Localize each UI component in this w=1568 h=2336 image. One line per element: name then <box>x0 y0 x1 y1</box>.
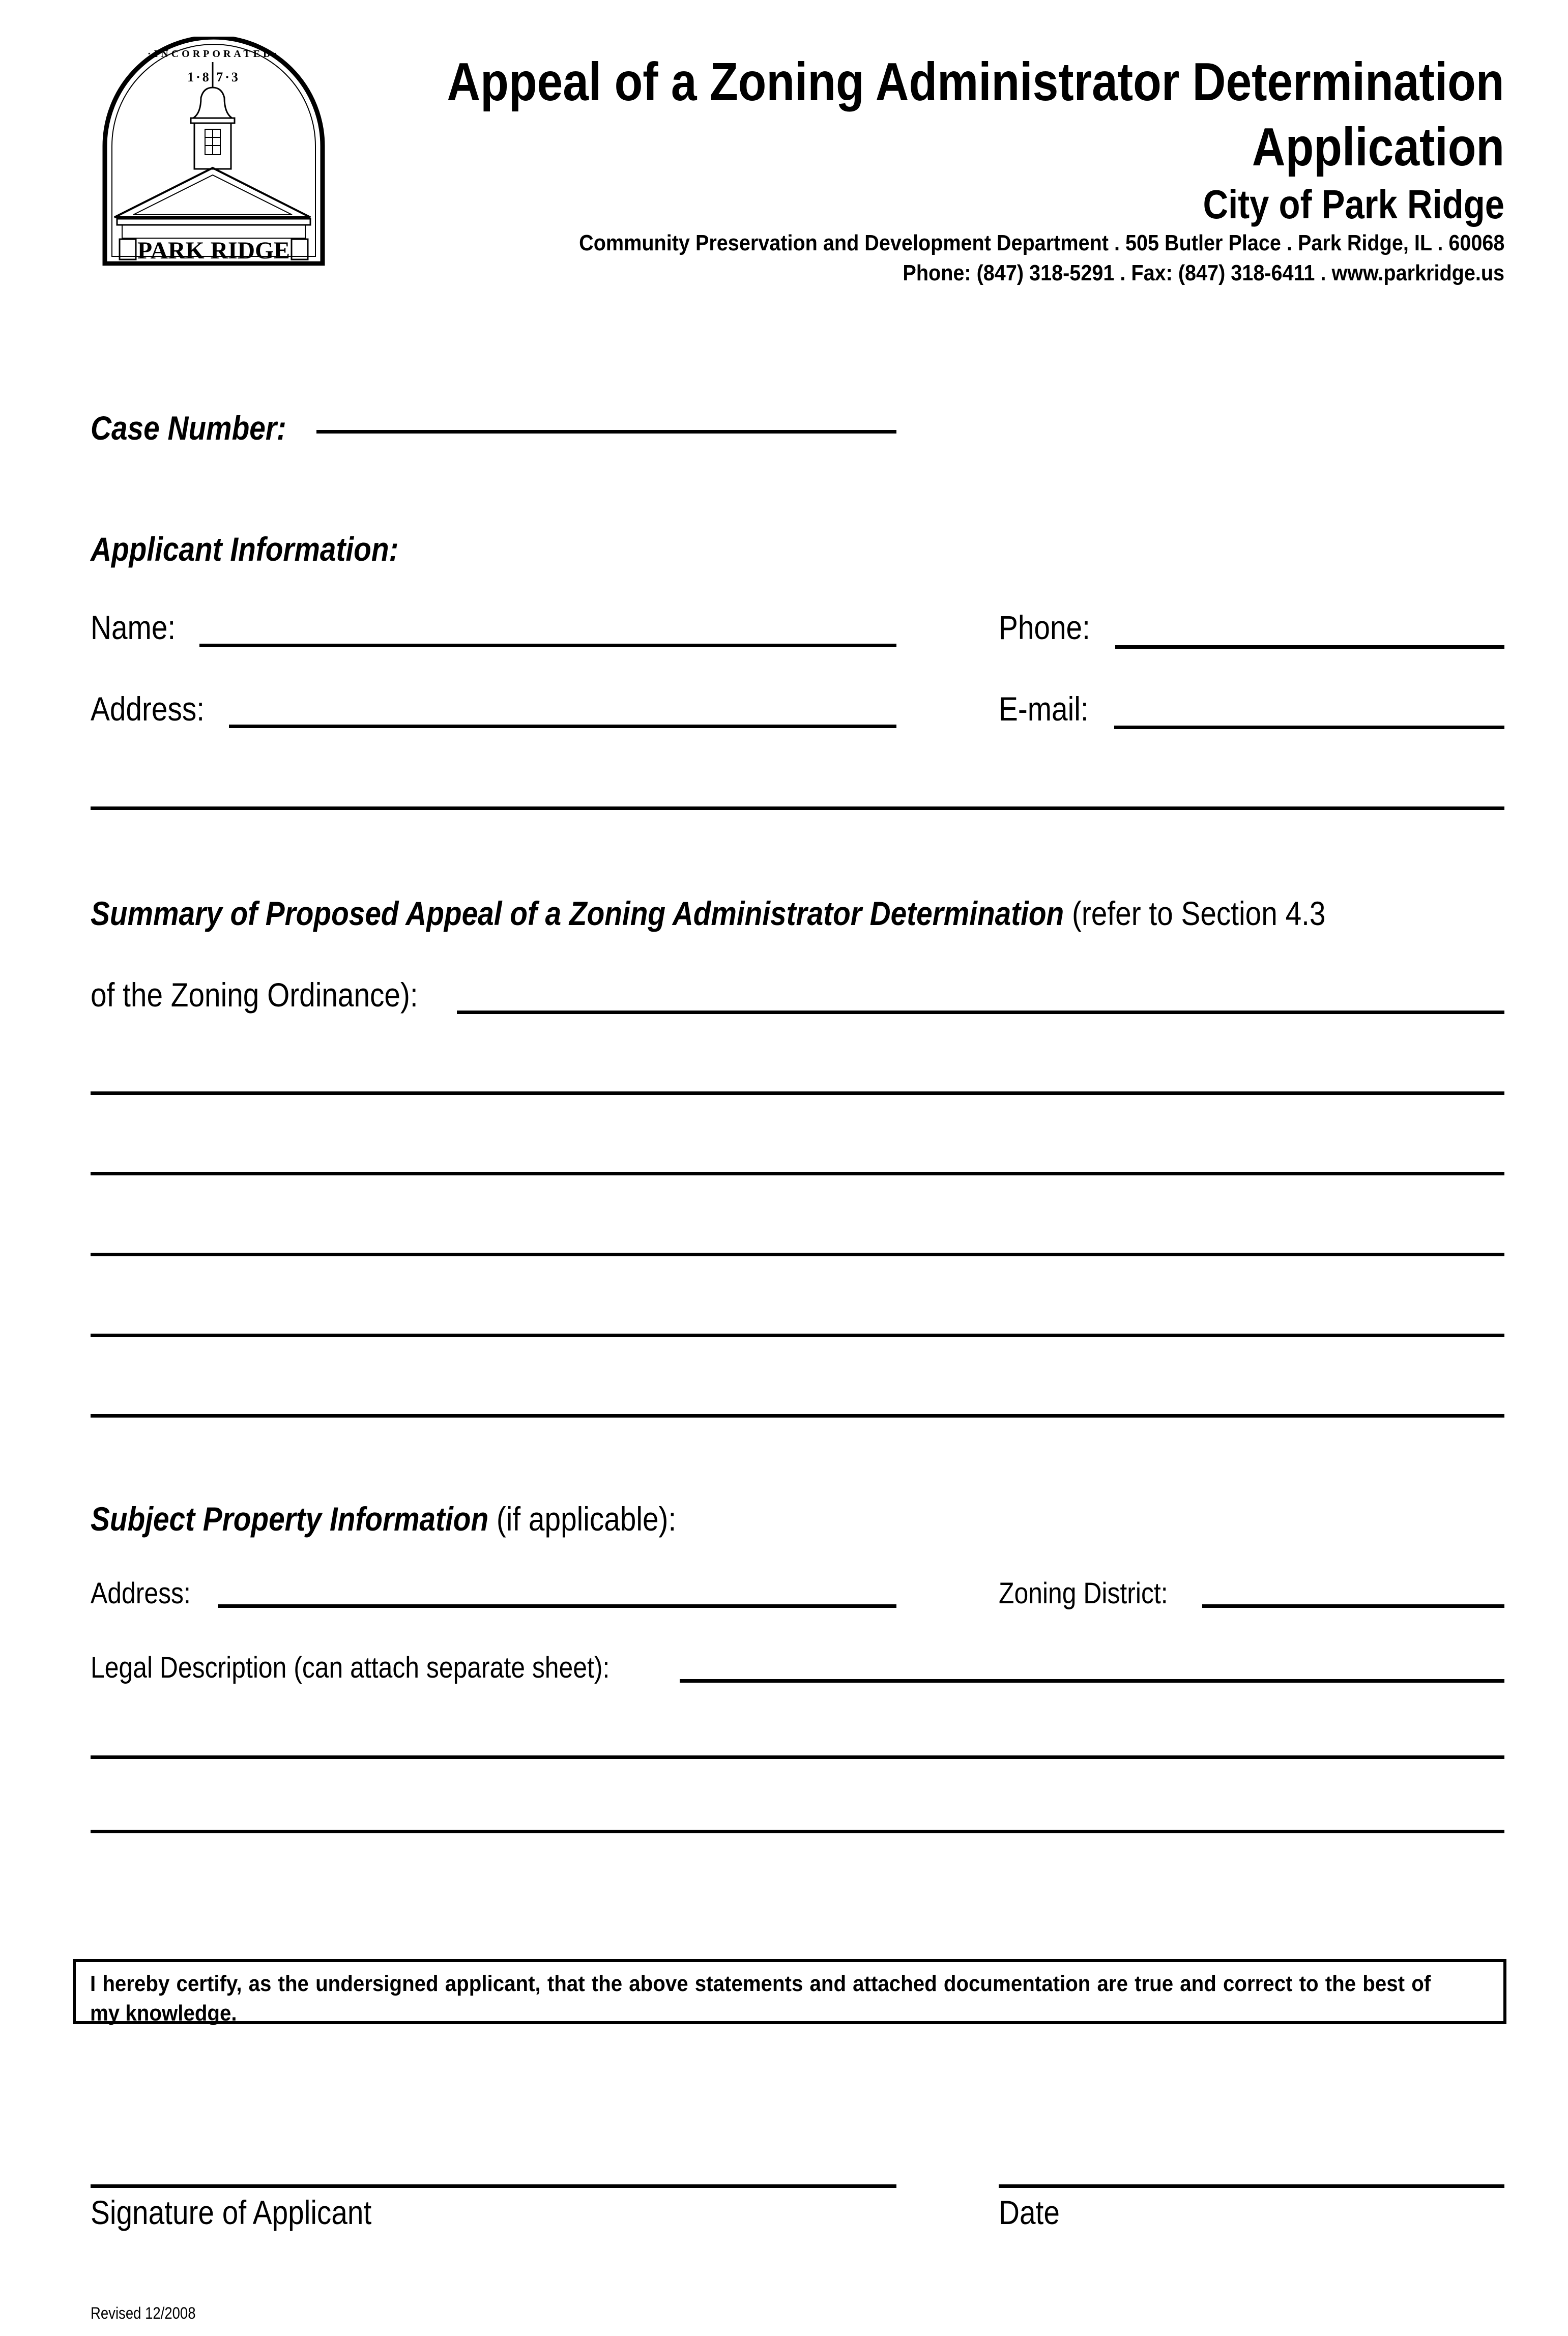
summary-field-line-4[interactable] <box>91 1253 1504 1256</box>
svg-text:·INCORPORATED·: ·INCORPORATED· <box>147 48 280 60</box>
legal-description-label: Legal Description (can attach separate sheet): <box>91 1651 610 1684</box>
property-heading <box>91 1502 676 1536</box>
zoning-district-field[interactable] <box>1202 1604 1504 1608</box>
applicant-name-field[interactable] <box>199 644 896 647</box>
department-contact: Phone: (847) 318-5291 . Fax: (847) 318-6411 . www.parkridge.us <box>903 261 1504 285</box>
legal-description-field-line-2[interactable] <box>91 1755 1504 1759</box>
summary-field-line-5[interactable] <box>91 1334 1504 1337</box>
summary-field-line-1[interactable] <box>457 1011 1504 1014</box>
svg-text:1·8 7·3: 1·8 7·3 <box>187 70 240 84</box>
zoning-district-label: Zoning District: <box>999 1577 1168 1610</box>
svg-text:PARK RIDGE: PARK RIDGE <box>137 237 290 264</box>
signature-field[interactable] <box>91 2184 896 2188</box>
signature-label: Signature of Applicant <box>91 2194 372 2231</box>
applicant-name-label: Name: <box>91 609 176 646</box>
summary-field-line-6[interactable] <box>91 1414 1504 1418</box>
legal-description-field-line-3[interactable] <box>91 1830 1504 1833</box>
summary-field-line-2[interactable] <box>91 1091 1504 1095</box>
department-address: Community Preservation and Development Department . 505 Butler Place . Park Ridge, IL . 60068 <box>578 230 1504 255</box>
applicant-phone-field[interactable] <box>1115 645 1504 649</box>
certification-box <box>73 1959 1506 2024</box>
applicant-email-field[interactable] <box>1114 726 1504 729</box>
date-field[interactable] <box>999 2184 1504 2188</box>
property-address-label: Address: <box>91 1577 191 1610</box>
summary-heading <box>91 897 1325 930</box>
applicant-address-field[interactable] <box>229 725 896 728</box>
summary-field-line-3[interactable] <box>91 1172 1504 1175</box>
case-number-label: Case Number: <box>91 409 286 447</box>
case-number-field[interactable] <box>316 430 896 434</box>
form-title: Appeal of a Zoning Administrator Determination <box>447 52 1504 112</box>
applicant-address-line2-field[interactable] <box>91 806 1504 810</box>
property-heading-note: (if applicable): <box>488 1500 677 1538</box>
property-address-field[interactable] <box>218 1604 896 1608</box>
applicant-info-heading: Applicant Information: <box>91 530 399 568</box>
park-ridge-building-icon <box>102 37 326 266</box>
date-label: Date <box>999 2194 1060 2231</box>
legal-description-field-line-1[interactable] <box>680 1679 1504 1683</box>
form-title-line2: Application <box>1252 117 1504 177</box>
certification-statement: I hereby certify, as the undersigned applicant, that the above statements and attached documentation are true and correct to the best of my knowledge. <box>90 1971 1431 2026</box>
summary-heading-line2: of the Zoning Ordinance): <box>91 976 418 1014</box>
applicant-phone-label: Phone: <box>999 609 1090 646</box>
revision-note: Revised 12/2008 <box>91 2304 196 2322</box>
applicant-email-label: E-mail: <box>999 690 1089 728</box>
summary-heading-note: (refer to Section 4.3 <box>1064 895 1326 932</box>
city-seal-logo <box>102 37 326 266</box>
city-name: City of Park Ridge <box>1203 182 1504 227</box>
summary-heading-bold: Summary of Proposed Appeal of a Zoning Administrator Determination <box>91 895 1064 932</box>
applicant-address-label: Address: <box>91 690 205 728</box>
property-heading-bold: Subject Property Information <box>91 1500 489 1538</box>
